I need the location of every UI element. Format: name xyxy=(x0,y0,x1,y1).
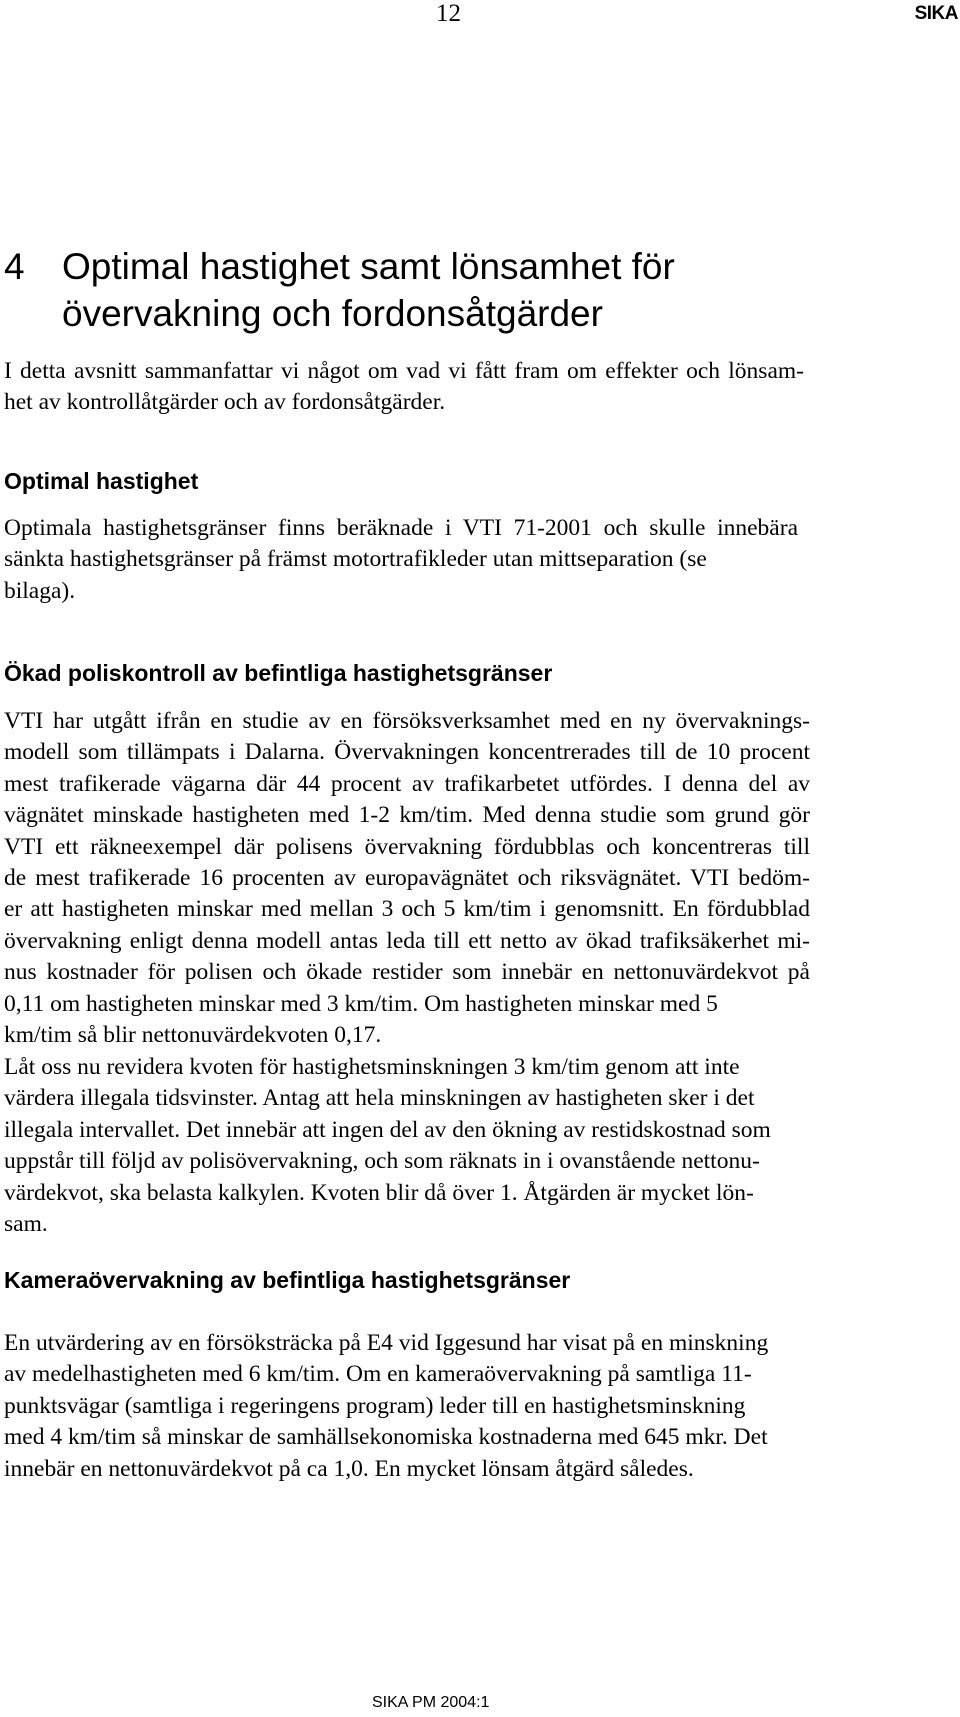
text-line: de mest trafikerade 16 procenten av europavägnätet och riksvägnätet. VTI bedöm- xyxy=(4,865,810,892)
text-line: sam. xyxy=(4,1211,48,1238)
text-line: punktsvägar (samtliga i regeringens program) leder till en hastighetsminskning xyxy=(4,1392,746,1419)
paragraph-optimal-hastighet xyxy=(4,513,798,607)
text-line: bilaga). xyxy=(4,577,76,604)
text-line: Låt oss nu revidera kvoten för hastighetsminskningen 3 km/tim genom att inte xyxy=(4,1054,740,1080)
intro-paragraph xyxy=(4,356,804,419)
text-line: VTI har utgått ifrån en studie av en försöksverksamhet med en ny övervaknings- xyxy=(4,708,810,734)
text-line: modell som tillämpats i Dalarna. Övervakningen koncentrerades till de 10 procent xyxy=(4,739,810,766)
chapter-title-line: Optimal hastighet samt lönsamhet för xyxy=(62,246,675,287)
paragraph-kameraovervakning xyxy=(4,1328,812,1485)
text-line: 0,11 om hastigheten minskar med 3 km/tim. Om hastigheten minskar med 5 xyxy=(4,990,718,1017)
chapter-title-text xyxy=(62,243,675,337)
text-line: mest trafikerade vägarna där 44 procent av trafikarbetet utfördes. I denna del av xyxy=(4,770,810,797)
sika-logo: SIKA xyxy=(914,3,958,24)
text-line: illegala intervallet. Det innebär att ingen del av den ökning av restidskostnad som xyxy=(4,1116,771,1143)
section-heading-poliskontroll: Ökad poliskontroll av befintliga hastighetsgränser xyxy=(4,660,553,686)
text-line: uppstår till följd av polisövervakning, och som räknats in i ovanstående nettonu- xyxy=(4,1148,760,1175)
text-line: innebär en nettonuvärdekvot på ca 1,0. En mycket lönsam åtgärd således. xyxy=(4,1455,694,1482)
section-heading-kameraovervakning: Kameraövervakning av befintliga hastighetsgränser xyxy=(4,1267,571,1293)
text-line: Optimala hastighetsgränser finns beräknade i VTI 71-2001 och skulle innebära xyxy=(4,515,798,541)
text-line: het av kontrollåtgärder och av fordonsåtgärder. xyxy=(4,389,446,416)
chapter-title-line: övervakning och fordonsåtgärder xyxy=(62,293,603,334)
page-footer: SIKA PM 2004:1 xyxy=(372,1694,490,1711)
text-line: värdekvot, ska belasta kalkylen. Kvoten blir då över 1. Åtgärden är mycket lön- xyxy=(4,1179,754,1206)
page-number: 12 xyxy=(436,0,461,27)
text-line: vägnätet minskade hastigheten med 1-2 km/tim. Med denna studie som grund gör xyxy=(4,802,810,829)
text-line: övervakning enligt denna modell antas leda till ett netto av ökad trafiksäkerhet mi- xyxy=(4,927,810,954)
chapter-title xyxy=(4,243,675,337)
text-line: I detta avsnitt sammanfattar vi något om vad vi fått fram om effekter och lönsam- xyxy=(4,358,804,384)
text-line: nus kostnader för polisen och ökade restider som innebär en nettonuvärdekvot på xyxy=(4,959,810,986)
text-line: med 4 km/tim så minskar de samhällsekonomiska kostnaderna med 645 mkr. Det xyxy=(4,1424,768,1451)
text-line: sänkta hastighetsgränser på främst motortrafikleder utan mittseparation (se xyxy=(4,546,707,573)
text-line: km/tim så blir nettonuvärdekvoten 0,17. xyxy=(4,1022,382,1049)
section-heading-optimal-hastighet: Optimal hastighet xyxy=(4,468,199,494)
text-line: av medelhastigheten med 6 km/tim. Om en kameraövervakning på samtliga 11- xyxy=(4,1361,752,1388)
text-line: VTI ett räkneexempel där polisens övervakning fördubblas och koncentreras till xyxy=(4,833,810,860)
paragraph-poliskontroll-2 xyxy=(4,1052,790,1240)
paragraph-poliskontroll-1 xyxy=(4,706,810,1051)
text-line: En utvärdering av en försöksträcka på E4 vid Iggesund har visat på en minskning xyxy=(4,1330,769,1356)
text-line: er att hastigheten minskar med mellan 3 och 5 km/tim i genomsnitt. En fördubblad xyxy=(4,896,810,923)
chapter-number: 4 xyxy=(4,246,25,287)
text-line: värdera illegala tidsvinster. Antag att hela minskningen av hastigheten sker i det xyxy=(4,1085,755,1112)
